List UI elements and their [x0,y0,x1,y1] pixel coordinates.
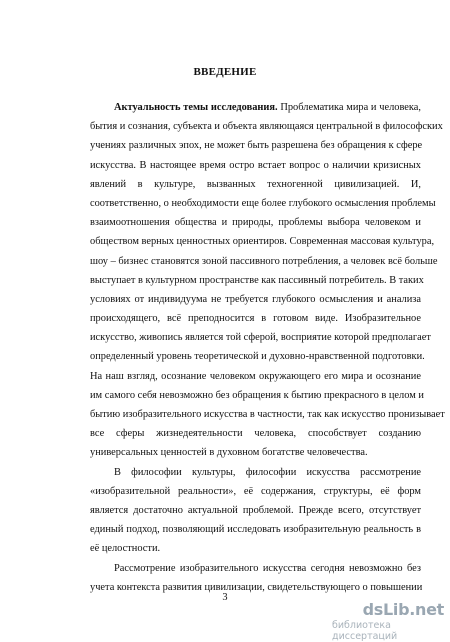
line-text: обществом верных ценностных ориентиров. Современная массовая культура, [90,236,435,248]
text-line [90,98,421,117]
watermark-brand: dsLib.net [362,600,444,619]
text-line [90,136,421,155]
line-text: На наш взгляд, осознание человеком окружающего его мира и осознание [90,370,421,382]
text-line [90,367,421,386]
line-text: единый подход, позволяющий исследовать изобразительную реальность в [90,524,421,536]
text-line [90,213,421,232]
line-text: определенный уровень теоретической и духовно-нравственной подготовки. [90,351,425,363]
line-text: взаимоотношения общества и природы, проблемы выбора человеком и [90,217,421,229]
text-line [90,175,421,194]
line-text: шоу – бизнес становятся зоной пассивного потребления, а человек всё больше [90,255,438,267]
line-text: учета контекста развития цивилизации, свидетельствующего о повышении [90,581,423,593]
line-text: соответственно, о необходимости еще более глубокого осмысления проблемы [90,197,436,209]
text-line [90,463,421,482]
text-line [90,328,431,347]
text-line [90,271,424,290]
line-text: искусства. В настоящее время остро встает вопрос о наличии кризисных [90,159,421,171]
line-text: все сферы жизнедеятельности человека, способствует созданию [90,428,421,440]
text-line [90,232,435,251]
text-line [90,290,421,309]
line-text: явлений в культуре, вызванных техногенной цивилизацией. И, [90,178,421,190]
body-text [90,98,445,597]
line-text: учениях различных эпох, не может быть разрешена без обращения к сфере [90,140,423,152]
line-text: бытия и сознания, субъекта и объекта являющаяся центральной в философских [90,121,443,133]
line-text: условиях от индивидуума не требуется глубокого осмысления и анализа [90,293,421,305]
line-text: является достаточно актуальной проблемой. Прежде всего, отсутствует [90,504,421,516]
text-line [90,520,421,539]
text-line [90,539,421,558]
text-line [90,386,424,405]
lead-phrase: Актуальность темы исследования. [114,102,278,113]
watermark-subtitle: библиотека диссертаций [332,620,398,642]
line-text: «изобразительной реальности», её содержания, структуры, её форм [90,485,421,497]
line-text: Рассмотрение изобразительного искусства сегодня невозможно без [114,562,421,574]
section-title: ВВЕДЕНИЕ [193,66,257,78]
text-line [90,252,438,271]
text-line [90,443,421,462]
line-text: бытию изобразительного искусства в частности, так как искусство пронизывает [90,409,445,420]
line-text: происходящего, всё преподносится в готовом виде. Изобразительное [90,313,421,325]
line-text: искусство, живопись является той сферой, восприятие которой предполагает [90,332,431,344]
line-text: В философии культуры, философии искусства рассмотрение [114,466,421,478]
line-text: её целостности. [90,543,161,555]
text-line [90,424,421,443]
text-line [90,405,445,424]
text-line [90,559,421,578]
page-number: 3 [222,592,228,603]
text-line [90,117,443,136]
line-text: выступает в культурном пространстве как пассивный потребитель. В таких [90,274,424,286]
line-text: универсальных ценностей в духовном богатстве человечества. [90,447,368,459]
text-line [90,194,436,213]
watermark-logo [332,600,444,642]
line-text: им самого себя невозможно без обращения к бытию прекрасного в целом и [90,389,424,401]
text-line [90,309,421,328]
text-line [90,347,425,366]
line-text: Проблематика мира и человека, [277,102,422,113]
text-line [90,482,421,501]
text-line [90,501,421,520]
text-line [90,156,421,175]
